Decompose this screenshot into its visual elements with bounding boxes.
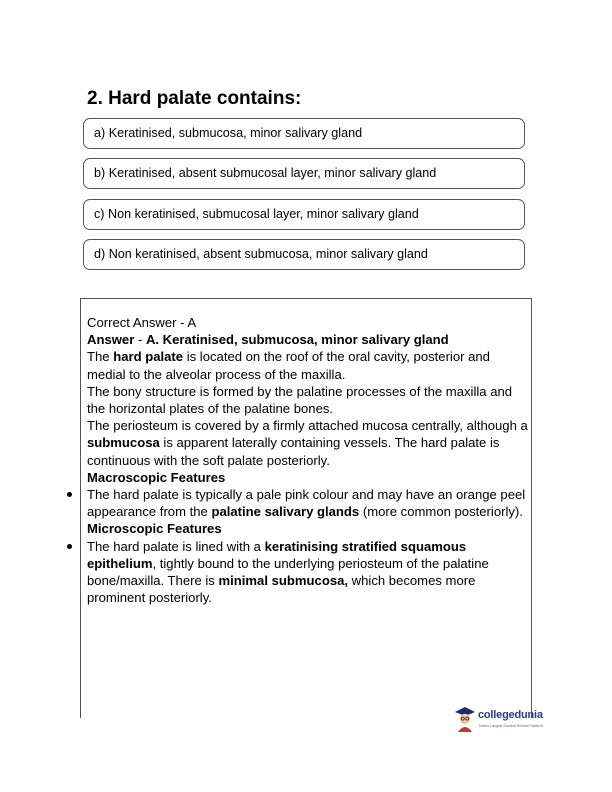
bullet-icon: [67, 492, 72, 497]
periosteum-paragraph: The periosteum is covered by a firmly attached mucosa centrally, although a submucosa is apparent laterally containing vessels. The hard palate is continuous with the soft palate posteriorly.: [87, 418, 528, 468]
hard-palate-location-paragraph: The hard palate is located on the roof of the oral cavity, posterior and medial to the alveolar process of the maxilla.: [87, 349, 490, 382]
graduate-mascot-icon: [454, 706, 476, 732]
bullet-icon: [67, 544, 72, 549]
answer-box-top-border: [80, 298, 532, 299]
answer-box-left-border: [80, 298, 81, 718]
answer-box-right-border: [531, 298, 532, 718]
question-title: 2. Hard palate contains:: [87, 88, 302, 109]
option-c[interactable]: c) Non keratinised, submucosal layer, minor salivary gland: [83, 199, 525, 230]
answer-line: Answer - A. Keratinised, submucosa, minor salivary gland: [87, 332, 449, 348]
explanation-section: [87, 314, 529, 606]
bony-structure-paragraph: The bony structure is formed by the palatine processes of the maxilla and the horizontal plates of the palatine bones.: [87, 383, 513, 417]
macroscopic-heading: Macroscopic Features: [87, 469, 226, 485]
correct-answer-line: Correct Answer - A: [87, 315, 197, 330]
logo-text: collegedunia: [478, 709, 543, 721]
option-d[interactable]: d) Non keratinised, absent submucosa, minor salivary gland: [83, 239, 525, 270]
collegedunia-logo: [454, 706, 558, 736]
microscopic-bullet: The hard palate is lined with a keratinising stratified squamous epithelium, tightly bound to the underlying periosteum of the palatine bone/maxilla. There is minimal submucosa, which becomes more prominent posteriorly.: [87, 538, 529, 607]
option-b[interactable]: b) Keratinised, absent submucosal layer, minor salivary gland: [83, 158, 525, 189]
logo-tagline: India's Largest Student Review Platform: [479, 724, 543, 728]
option-a[interactable]: a) Keratinised, submucosa, minor salivary gland: [83, 118, 525, 149]
macroscopic-bullet: The hard palate is typically a pale pink colour and may have an orange peel appearance from the palatine salivary glands (more common posteriorly).: [87, 486, 529, 520]
microscopic-heading: Microscopic Features: [87, 521, 222, 537]
